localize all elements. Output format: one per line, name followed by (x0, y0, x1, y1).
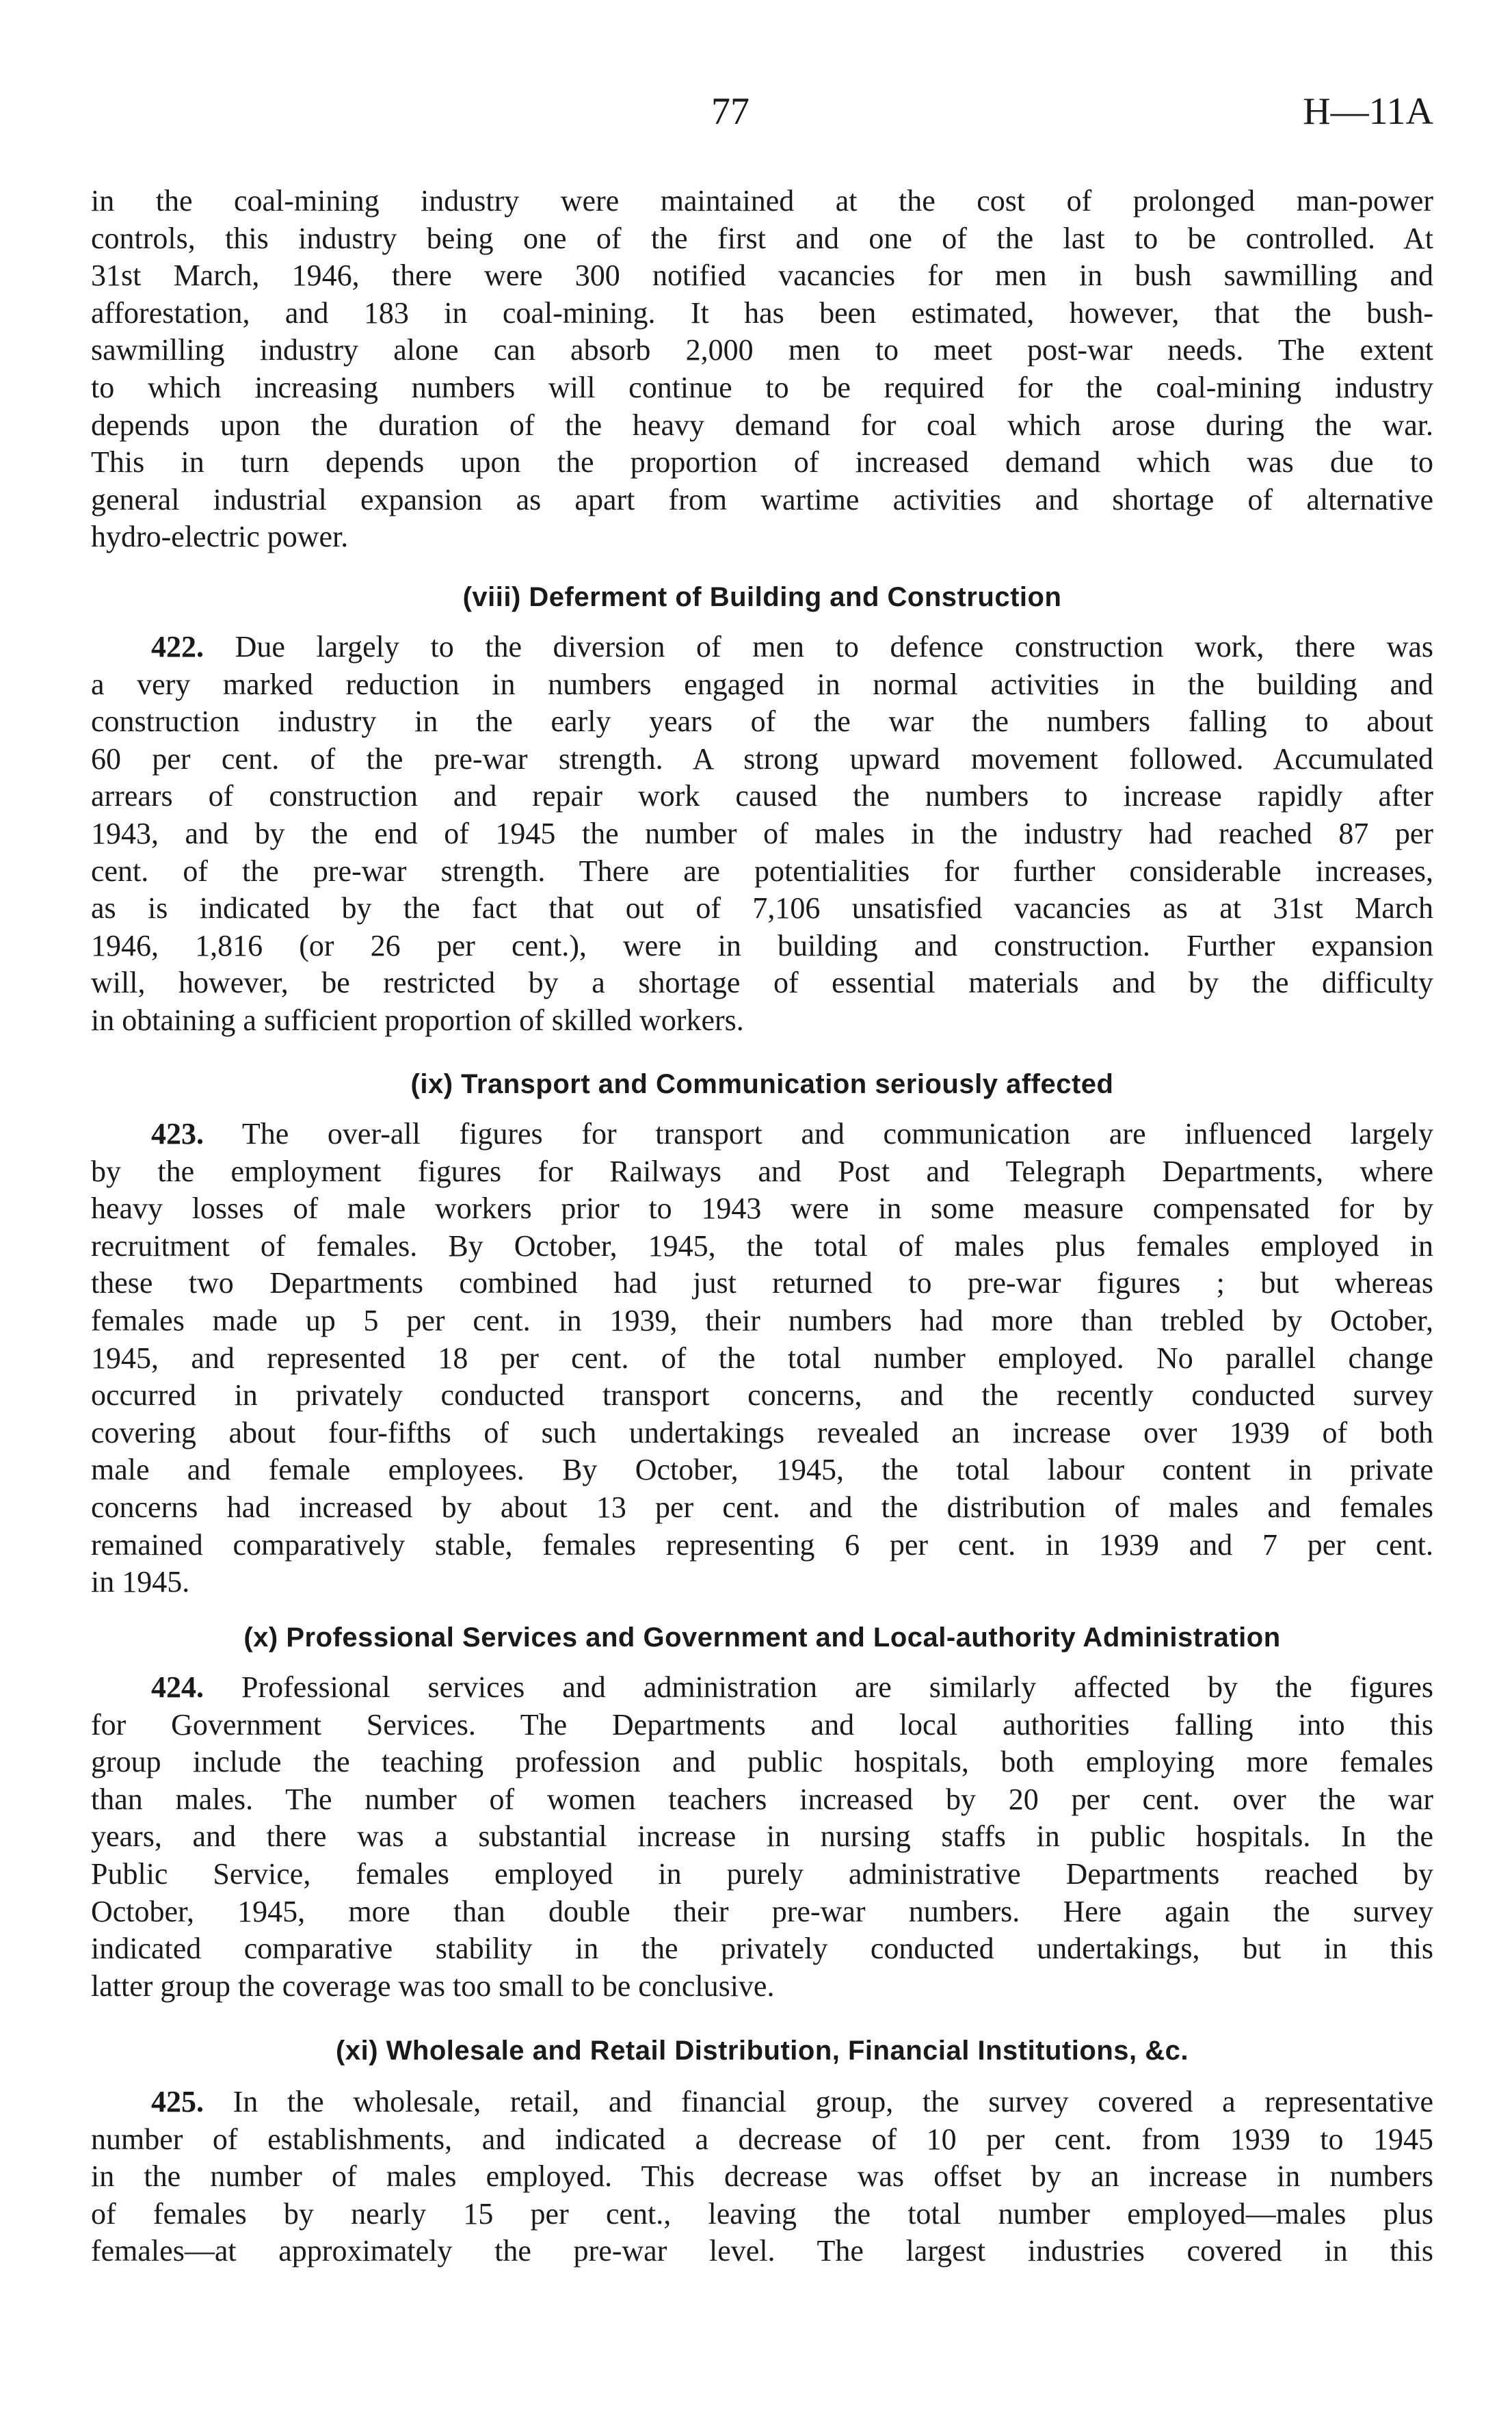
text-line (91, 815, 1433, 853)
line-text: these two Departments combined had just returned to pre-war figures ; but whereas (91, 1266, 1433, 1300)
text-line (91, 1265, 1433, 1302)
text-line (91, 2158, 1433, 2196)
paragraph-p1 (91, 183, 1433, 556)
line-text: cent. of the pre-war strength. There are potentialities for further considerable increases, (91, 854, 1433, 888)
paragraph-number: 422. (151, 630, 204, 663)
line-text: group include the teaching profession and public hospitals, both employing more females (91, 1745, 1433, 1779)
paragraph-number: 423. (151, 1117, 204, 1151)
line-text: occurred in privately conducted transport concerns, and the recently conducted survey (91, 1378, 1433, 1412)
line-text: sawmilling industry alone can absorb 2,000 men to meet post-war needs. The extent (91, 333, 1433, 367)
line-text: in obtaining a sufficient proportion of skilled workers. (91, 1003, 744, 1037)
line-text: females—at approximately the pre-war level. The largest industries covered in this (91, 2234, 1433, 2268)
text-line (91, 1228, 1433, 1265)
text-line (91, 407, 1433, 445)
page-number: 77 (711, 90, 750, 133)
text-line (91, 853, 1433, 891)
text-line (91, 220, 1433, 258)
text-line (91, 295, 1433, 332)
line-text: 31st March, 1946, there were 300 notified vacancies for men in bush sawmilling and (91, 259, 1433, 293)
line-text: as is indicated by the fact that out of 7,106 unsatisfied vacancies as at 31st March (91, 891, 1433, 925)
text-line (91, 1451, 1433, 1489)
line-text: by the employment figures for Railways and Post and Telegraph Departments, where (91, 1154, 1433, 1188)
paragraph-number: 425. (151, 2085, 204, 2118)
line-text: hydro-electric power. (91, 520, 349, 554)
section-heading: (xi) Wholesale and Retail Distribution, Financial Institutions, &c. (336, 2036, 1189, 2066)
line-text: to which increasing numbers will continue to be required for the coal-mining industry (91, 370, 1433, 404)
line-text: depends upon the duration of the heavy demand for coal which arose during the war. (91, 408, 1433, 442)
line-text: will, however, be restricted by a shortage of essential materials and by the difficulty (91, 966, 1433, 1000)
line-text: Due largely to the diversion of men to defence construction work, there was (235, 630, 1433, 663)
text-line (91, 1489, 1433, 1527)
line-text: a very marked reduction in numbers engaged in normal activities in the building and (91, 667, 1433, 701)
line-text: 1946, 1,816 (or 26 per cent.), were in building and construction. Further expansion (91, 928, 1433, 962)
text-line (91, 1302, 1433, 1340)
text-line (91, 1669, 1433, 1707)
text-line (91, 257, 1433, 295)
line-text: 1943, and by the end of 1945 the number of males in the industry had reached 87 per (91, 816, 1433, 850)
paragraph-p424 (91, 1669, 1433, 2005)
text-line (91, 1190, 1433, 1228)
text-line (91, 2233, 1433, 2270)
text-line (91, 778, 1433, 815)
text-line (91, 1340, 1433, 1378)
text-line (91, 1153, 1433, 1191)
line-text: covering about four-fifths of such undertakings revealed an increase over 1939 of both (91, 1415, 1433, 1449)
text-line (91, 369, 1433, 407)
line-text: in 1945. (91, 1565, 190, 1599)
text-line (91, 183, 1433, 220)
text-line (91, 666, 1433, 704)
line-text: arrears of construction and repair work caused the numbers to increase rapidly after (91, 779, 1433, 813)
text-line (91, 1818, 1433, 1856)
paragraph-p425 (91, 2084, 1433, 2270)
text-line (91, 1781, 1433, 1819)
line-text: controls, this industry being one of the first and one of the last to be controlled. At (91, 221, 1433, 255)
text-line (91, 332, 1433, 369)
line-text: heavy losses of male workers prior to 1943 were in some measure compensated for by (91, 1192, 1433, 1226)
line-text: number of establishments, and indicated a decrease of 10 per cent. from 1939 to 1945 (91, 2122, 1433, 2156)
section-heading: (x) Professional Services and Government and Local-authority Administration (243, 1622, 1281, 1653)
text-line (91, 1930, 1433, 1968)
line-text: indicated comparative stability in the privately conducted undertakings, but in this (91, 1932, 1433, 1966)
line-text: recruitment of females. By October, 1945, the total of males plus females employed in (91, 1228, 1433, 1263)
text-line (91, 1893, 1433, 1931)
line-text: This in turn depends upon the proportion of increased demand which was due to (91, 445, 1433, 479)
line-text: male and female employees. By October, 1945, the total labour content in private (91, 1453, 1433, 1487)
section-heading: (viii) Deferment of Building and Construction (462, 582, 1062, 612)
paragraph-p422 (91, 629, 1433, 1040)
line-text: in the number of males employed. This decrease was offset by an increase in numbers (91, 2159, 1433, 2194)
text-line (91, 1856, 1433, 1893)
paragraph-p423 (91, 1116, 1433, 1601)
text-line (91, 629, 1433, 666)
line-text: The over-all figures for transport and communication are influenced largely (241, 1117, 1433, 1151)
line-text: In the wholesale, retail, and financial group, the survey covered a representative (233, 2085, 1433, 2118)
line-text: concerns had increased by about 13 per cent. and the distribution of males and females (91, 1490, 1433, 1524)
text-line (91, 890, 1433, 928)
document-reference: H—11A (1303, 90, 1433, 133)
text-line (91, 703, 1433, 741)
text-line (91, 1377, 1433, 1415)
text-line (91, 444, 1433, 482)
line-text: afforestation, and 183 in coal-mining. It has been estimated, however, that the bush- (91, 295, 1433, 330)
text-line (91, 1415, 1433, 1452)
line-text: females made up 5 per cent. in 1939, their numbers had more than trebled by October, (91, 1303, 1433, 1337)
line-text: than males. The number of women teachers increased by 20 per cent. over the war (91, 1782, 1433, 1816)
text-line (91, 964, 1433, 1002)
text-line (91, 741, 1433, 778)
text-line (91, 2084, 1433, 2121)
text-line (91, 1744, 1433, 1781)
section-heading: (ix) Transport and Communication seriously affected (410, 1069, 1114, 1099)
line-text: 60 per cent. of the pre-war strength. A strong upward movement followed. Accumulated (91, 741, 1433, 776)
text-line (91, 518, 1433, 556)
line-text: remained comparatively stable, females representing 6 per cent. in 1939 and 7 per cent. (91, 1527, 1433, 1562)
text-line (91, 1116, 1433, 1153)
line-text: in the coal-mining industry were maintained at the cost of prolonged man-power (91, 184, 1433, 218)
line-text: latter group the coverage was too small to be conclusive. (91, 1969, 775, 2003)
text-line (91, 482, 1433, 519)
line-text: 1945, and represented 18 per cent. of the total number employed. No parallel change (91, 1341, 1433, 1375)
line-text: construction industry in the early years of the war the numbers falling to about (91, 705, 1433, 739)
line-text: years, and there was a substantial increase in nursing staffs in public hospitals. In the (91, 1819, 1433, 1854)
line-text: of females by nearly 15 per cent., leaving the total number employed—males plus (91, 2196, 1433, 2231)
line-text: Public Service, females employed in purely administrative Departments reached by (91, 1856, 1433, 1891)
text-line (91, 1002, 1433, 1040)
paragraph-number: 424. (151, 1670, 204, 1704)
text-line (91, 1968, 1433, 2006)
text-line (91, 928, 1433, 965)
line-text: for Government Services. The Departments and local authorities falling into this (91, 1707, 1433, 1742)
text-line (91, 2196, 1433, 2233)
text-line (91, 1527, 1433, 1564)
line-text: general industrial expansion as apart from wartime activities and shortage of alternative (91, 482, 1433, 516)
text-line (91, 2121, 1433, 2159)
text-line (91, 1707, 1433, 1744)
line-text: Professional services and administration are similarly affected by the figures (241, 1670, 1433, 1704)
line-text: October, 1945, more than double their pre-war numbers. Here again the survey (91, 1894, 1433, 1928)
text-line (91, 1564, 1433, 1601)
